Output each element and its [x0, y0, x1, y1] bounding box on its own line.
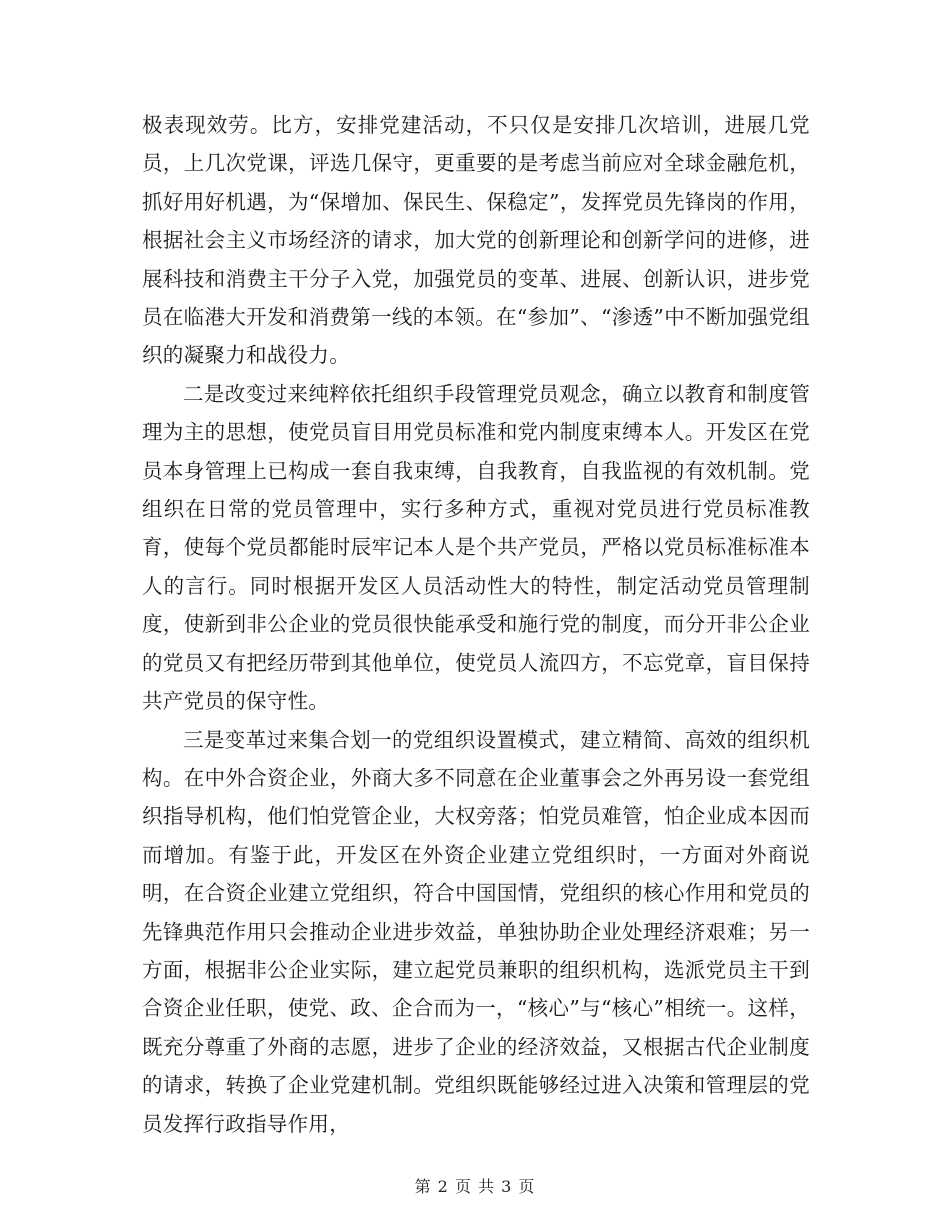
page-number: 第 2 页 共 3 页: [414, 1177, 536, 1196]
paragraph-continuation: 极表现效劳。比方，安排党建活动，不只仅是安排几次培训，进展几党员，上几次党课，评选几保守，更重要的是考虑当前应对全球金融危机，抓好用好机遇，为“保增加、保民生、保稳定”，发挥党员先锋岗的作用，根据社会主义市场经济的请求，加大党的创新理论和创新学问的进修，进展科技和消费主干分子入党，加强党员的变革、进展、创新认识，进步党员在临港大开发和消费第一线的本领。在“参加”、“渗透”中不断加强党组织的凝聚力和战役力。: [142, 113, 810, 368]
body-text: [142, 106, 810, 1143]
paragraph-three: 三是变革过来集合划一的党组织设置模式，建立精简、高效的组织机构。在中外合资企业，外商大多不同意在企业董事会之外再另设一套党组织指导机构，他们怕党管企业，大权旁落；怕党员难管，怕企业成本因而而增加。有鉴于此，开发区在外资企业建立党组织时，一方面对外商说明，在合资企业建立党组织，符合中国国情，党组织的核心作用和党员的先锋典范作用只会推动企业进步效益，单独协助企业处理经济艰难；另一方面，根据非公企业实际，建立起党员兼职的组织机构，选派党员主干到合资企业任职，使党、政、企合而为一，“核心”与“核心”相统一。这样，既充分尊重了外商的志愿，进步了企业的经济效益，又根据古代企业制度的请求，转换了企业党建机制。党组织既能够经过进入决策和管理层的党员发挥行政指导作用，: [142, 727, 810, 1136]
paragraph-two: 二是改变过来纯粹依托组织手段管理党员观念，确立以教育和制度管理为主的思想，使党员盲目用党员标准和党内制度束缚本人。开发区在党员本身管理上已构成一套自我束缚，自我教育，自我监视的有效机制。党组织在日常的党员管理中，实行多种方式，重视对党员进行党员标准教育，使每个党员都能时辰牢记本人是个共产党员，严格以党员标准标准本人的言行。同时根据开发区人员活动性大的特性，制定活动党员管理制度，使新到非公企业的党员很快能承受和施行党的制度，而分开非公企业的党员又有把经历带到其他单位，使党员人流四方，不忘党章，盲目保持共产党员的保守性。: [142, 381, 810, 714]
